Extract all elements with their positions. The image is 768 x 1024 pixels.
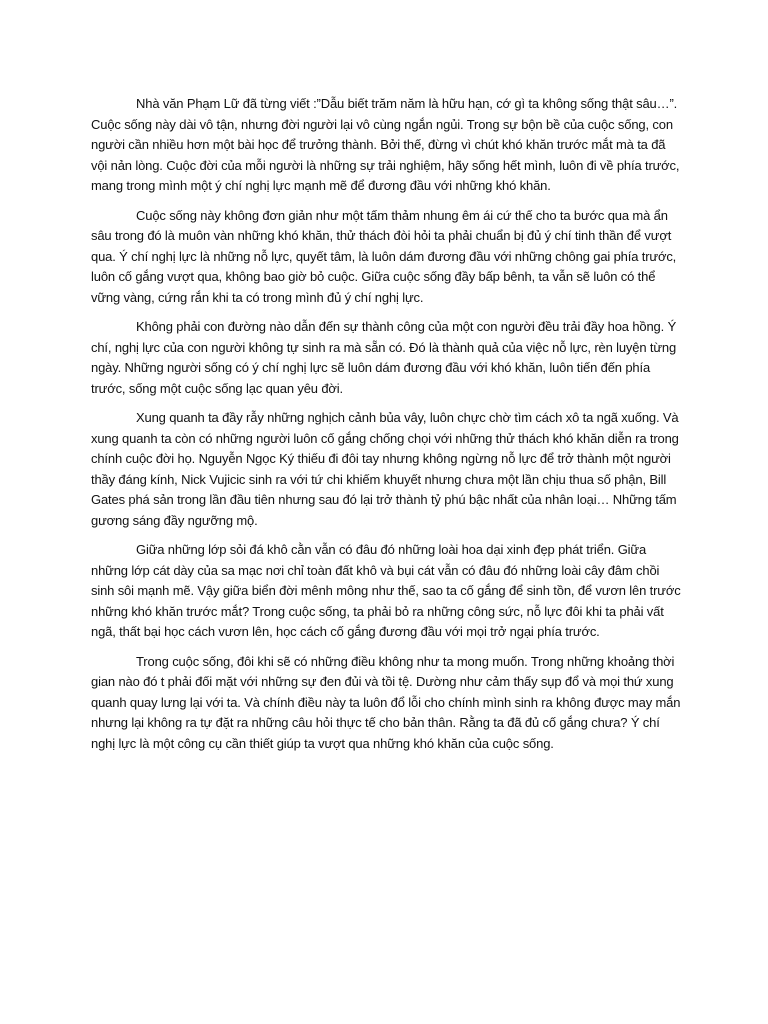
paragraph-2: Cuộc sống này không đơn giản như một tấm thảm nhung êm ái cứ thế cho ta bước qua mà ẩn sâu trong đó là muôn vàn những khó khăn, thử thách đòi hỏi ta phải chuẩn bị đủ ý chí tinh thần để vượt qua. Ý chí nghị lực là những nỗ lực, quyết tâm, là luôn dám đương đầu với những chông gai phía trước, luôn cố gắng vượt qua, không bao giờ bỏ cuộc. Giữa cuộc sống đầy bấp bênh, ta vẫn sẽ luôn có thể vững vàng, cứng rắn khi ta có trong mình đủ ý chí nghị lực. xyxy=(91,207,677,305)
paragraph-6: Trong cuộc sống, đôi khi sẽ có những điều không như ta mong muốn. Trong những khoảng thời gian nào đó t phải đối mặt với những sự đen đủi và tồi tệ. Dường như cảm thấy sụp đổ và mọi thứ xung quanh quay lưng lại với ta. Và chính điều này ta luôn đổ lỗi cho chính mình sinh ra không được may mắn nhưng lại không ra tự đặt ra những câu hỏi thực tế cho bản thân. Rằng ta đã đủ cố gắng chưa? Ý chí nghị lực là một công cụ cần thiết giúp ta vượt qua những khó khăn của cuộc sống. xyxy=(91,653,681,751)
paragraph-1: Nhà văn Phạm Lữ đã từng viết :”Dẫu biết trăm năm là hữu hạn, cớ gì ta không sống thật sâu…”. Cuộc sống này dài vô tận, nhưng đời người lại vô cùng ngắn ngủi. Trong sự bộn bề của cuộc sống, con người cần nhiều hơn một bài học để trưởng thành. Bởi thế, đừng vì chút khó khăn trước mắt mà ta đã vội nản lòng. Cuộc đời của mỗi người là những sự trải nghiệm, hãy sống hết mình, luôn đi về phía trước, mang trong mình một ý chí nghị lực mạnh mẽ để đương đầu với những khó khăn. xyxy=(91,96,680,193)
paragraph-3: Không phải con đường nào dẫn đến sự thành công của một con người đều trải đầy hoa hồng. Ý chí, nghị lực của con người không tự sinh ra mà sẵn có. Đó là thành quả của việc nỗ lực, rèn luyện từng ngày. Những người sống có ý chí nghị lực sẽ luôn dám đương đầu với khó khăn, luôn tiến đến phía trước, sống một cuộc sống lạc quan yêu đời. xyxy=(91,319,677,396)
paragraph-4: Xung quanh ta đầy rẫy những nghịch cảnh bủa vây, luôn chực chờ tìm cách xô ta ngã xuống. Và xung quanh ta còn có những người luôn cố gắng chống chọi với những thử thách khó khăn diễn ra trong chính cuộc đời họ. Nguyễn Ngọc Ký thiếu đi đôi tay nhưng không ngừng nỗ lực để trở thành một người thầy đáng kính, Nick Vujicic sinh ra với tứ chi khiếm khuyết nhưng chưa một lần chịu thua số phận, Bill Gates phá sản trong lần đầu tiên nhưng sau đó lại trở thành tỷ phú bậc nhất của nhân loại… Những tấm gương sáng đầy ngưỡng mộ. xyxy=(91,410,679,528)
essay-body xyxy=(91,94,681,763)
paragraph-5: Giữa những lớp sỏi đá khô cằn vẫn có đâu đó những loài hoa dại xinh đẹp phát triển. Giữa những lớp cát dày của sa mạc nơi chỉ toàn đất khô và bụi cát vẫn có đâu đó những loài cây đâm chồi sinh sôi mạnh mẽ. Vậy giữa biển đời mênh mông như thế, sao ta cố gắng để sinh tồn, để vươn lên trước những khó khăn trước mắt? Trong cuộc sống, ta phải bỏ ra những công sức, nỗ lực đôi khi ta phải vất ngã, thất bại học cách vươn lên, học cách cố gắng đương đầu với mọi trở ngại phía trước. xyxy=(91,542,681,639)
